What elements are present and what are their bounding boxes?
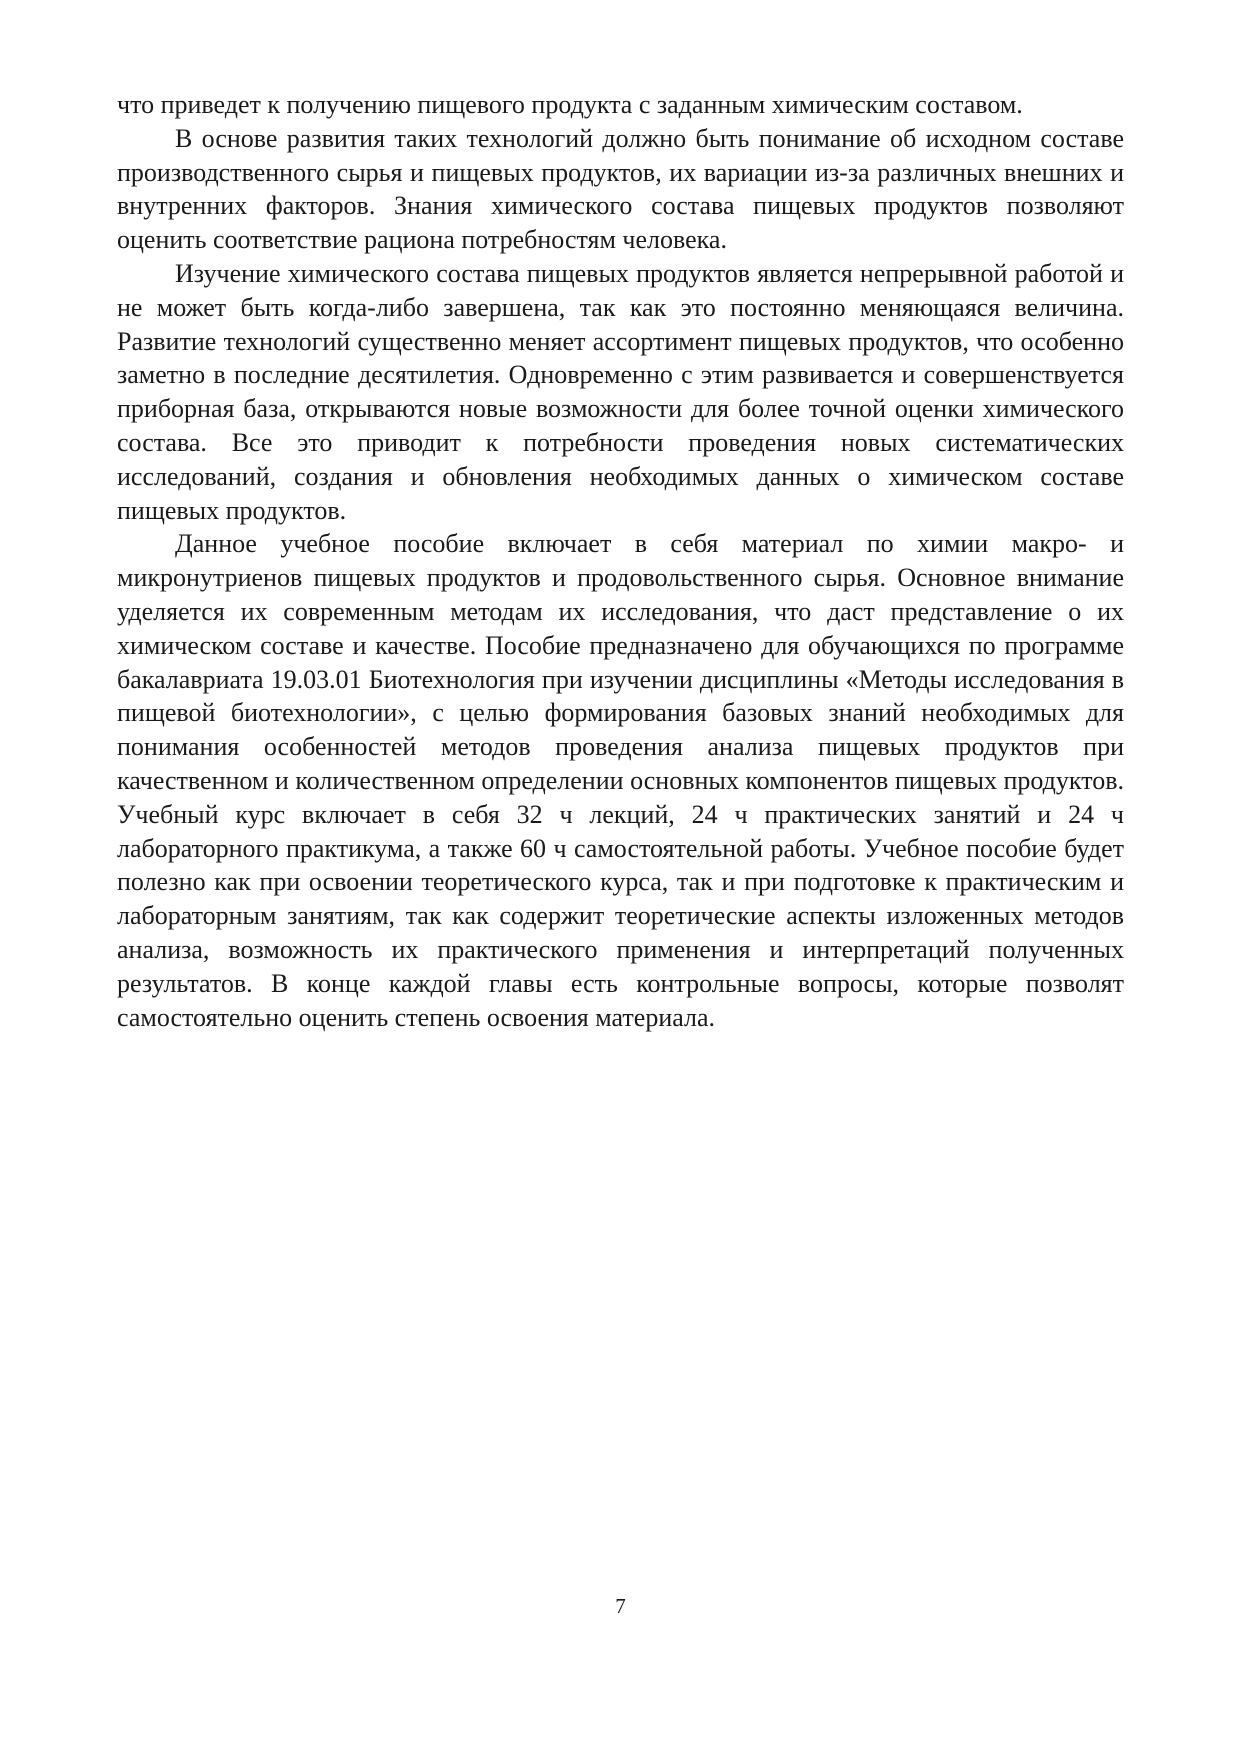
paragraph-continuation: что приведет к получению пищевого продукта с заданным химическим составом. (117, 90, 1023, 119)
paragraph-textbook-description: Данное учебное пособие включает в себя материал по химии макро- и микронутриенов пищевых продуктов и продовольственного сырья. Основное внимание уделяется их современным методам их исследования, что даст представление о их химическом составе и качестве. Пособие предназначено для обучающихся по программе бакалавриата 19.03.01 Биотехнология при изучении дисциплины «Методы исследования в пищевой биотехнологии», с целью формирования базовых знаний необходимых для понимания особенностей методов проведения анализа пищевых продуктов при качественном и количественном определении основных компонентов пищевых продуктов. Учебный курс включает в себя 32 ч лекций, 24 ч практических занятий и 24 ч лабораторного практикума, а также 60 ч самостоятельной работы. Учебное пособие будет полезно как при освоении теоретического курса, так и при подготовке к практическим и лабораторным занятиям, так как содержит теоретические аспекты изложенных методов анализа, возможность их практического применения и интерпретаций полученных результатов. В конце каждой главы есть контрольные вопросы, которые позволят самостоятельно оценить степень освоения материала. (117, 529, 1124, 1032)
body-text (117, 88, 1124, 1034)
page-number: 7 (615, 1594, 626, 1618)
paragraph-technology-basis: В основе развития таких технологий должно быть понимание об исходном составе производственного сырья и пищевых продуктов, их вариации из-за различных внешних и внутренних факторов. Знания химического состава пищевых продуктов позволяют оценить соответствие рациона потребностям человека. (117, 123, 1124, 255)
paragraph-chemical-composition-study: Изучение химического состава пищевых продуктов является непрерывной работой и не может быть когда-либо завершена, так как это постоянно меняющаяся величина. Развитие технологий существенно меняет ассортимент пищевых продуктов, что особенно заметно в последние десятилетия. Одновременно с этим развивается и совершенствуется приборная база, открываются новые возможности для более точной оценки химического состава. Все это приводит к потребности проведения новых систематических исследований, создания и обновления необходимых данных о химическом составе пищевых продуктов. (117, 258, 1124, 525)
